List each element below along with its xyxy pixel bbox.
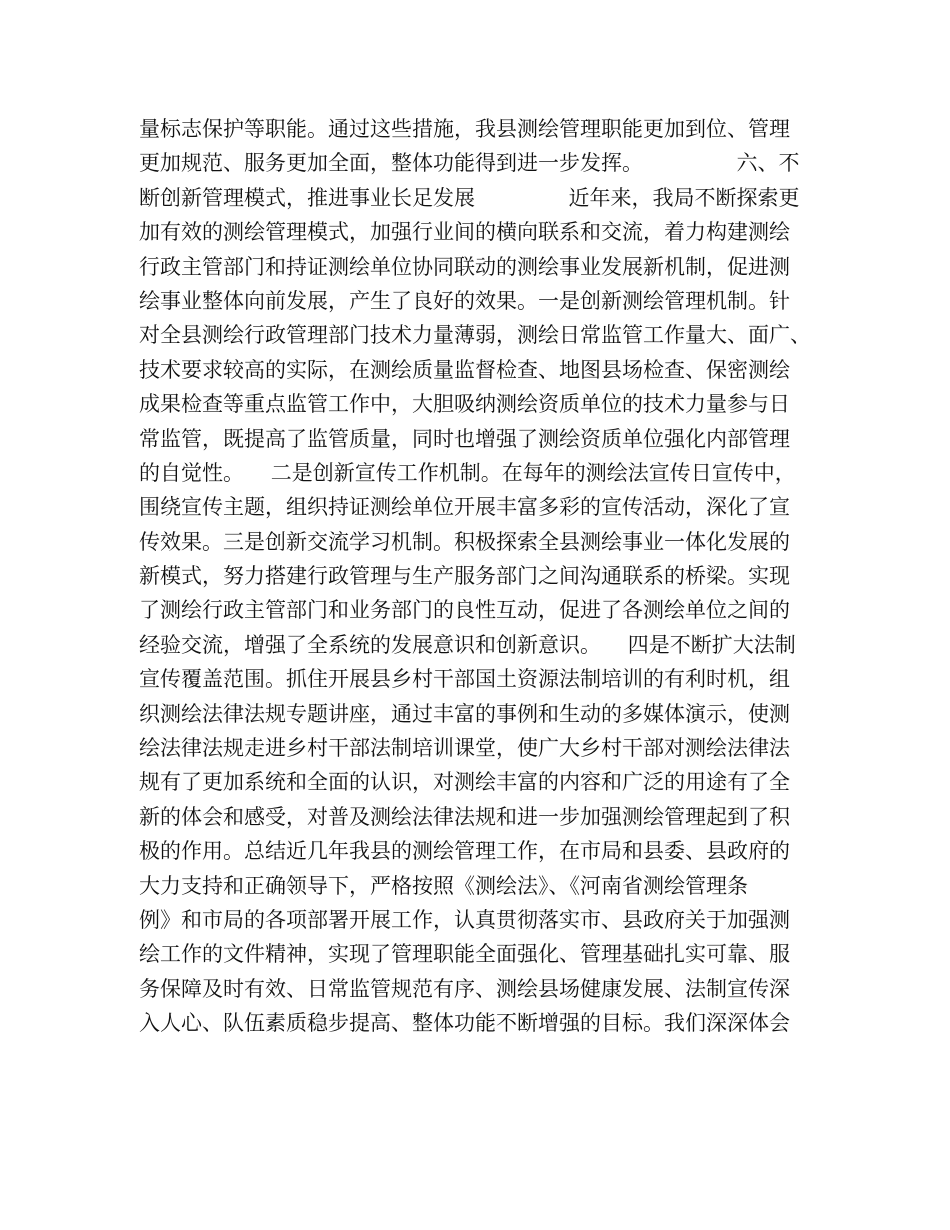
text-line: 量标志保护等职能。通过这些措施，我县测绘管理职能更加到位、管理 bbox=[139, 117, 790, 141]
text-line: 经验交流，增强了全系统的发展意识和创新意识。 四是不断扩大法制 bbox=[139, 632, 796, 657]
text-line: 对全县测绘行政管理部门技术力量薄弱，测绘日常监管工作量大、面广、 bbox=[139, 323, 811, 348]
text-line: 加有效的测绘管理模式，加强行业间的横向联系和交流，着力构建测绘 bbox=[139, 220, 790, 245]
text-line: 新模式，努力搭建行政管理与生产服务部门之间沟通联系的桥梁。实现 bbox=[139, 564, 790, 589]
text-line: 的自觉性。 二是创新宣传工作机制。在每年的测绘法宣传日宣传中， bbox=[139, 460, 796, 485]
text-line: 织测绘法律法规专题讲座，通过丰富的事例和生动的多媒体演示，使测 bbox=[139, 701, 790, 726]
text-line: 大力支持和正确领导下，严格按照《测绘法》、《河南省测绘管理条 bbox=[139, 873, 748, 898]
text-line: 绘事业整体向前发展，产生了良好的效果。一是创新测绘管理机制。针 bbox=[139, 288, 790, 313]
text-line: 围绕宣传主题，组织持证测绘单位开展丰富多彩的宣传活动，深化了宣 bbox=[139, 495, 790, 520]
text-line: 例》和市局的各项部署开展工作，认真贯彻落实市、县政府关于加强测 bbox=[139, 907, 790, 932]
text-line: 规有了更加系统和全面的认识，对测绘丰富的内容和广泛的用途有了全 bbox=[139, 770, 790, 795]
text-line: 成果检查等重点监管工作中，大胆吸纳测绘资质单位的技术力量参与日 bbox=[139, 392, 790, 417]
text-line: 常监管，既提高了监管质量，同时也增强了测绘资质单位强化内部管理 bbox=[139, 426, 790, 451]
text-line: 技术要求较高的实际，在测绘质量监督检查、地图县场检查、保密测绘 bbox=[139, 357, 790, 382]
text-line: 行政主管部门和持证测绘单位协同联动的测绘事业发展新机制，促进测 bbox=[139, 254, 790, 279]
text-line: 极的作用。总结近几年我县的测绘管理工作，在市局和县委、县政府的 bbox=[139, 839, 790, 864]
text-line: 绘法律法规走进乡村干部法制培训课堂，使广大乡村干部对测绘法律法 bbox=[139, 736, 790, 761]
text-line: 务保障及时有效、日常监管规范有序、测绘县场健康发展、法制宣传深 bbox=[139, 976, 790, 1001]
text-line: 断创新管理模式，推进事业长足发展 近年来，我局不断探索更 bbox=[139, 185, 800, 210]
text-line: 更加规范、服务更加全面，整体功能得到进一步发挥。 六、不 bbox=[139, 151, 800, 176]
text-line: 新的体会和感受，对普及测绘法律法规和进一步加强测绘管理起到了积 bbox=[139, 804, 790, 829]
text-line: 了测绘行政主管部门和业务部门的良性互动，促进了各测绘单位之间的 bbox=[139, 598, 790, 623]
text-line: 绘工作的文件精神，实现了管理职能全面强化、管理基础扎实可靠、服 bbox=[139, 942, 790, 967]
body-text bbox=[139, 112, 829, 1041]
text-line: 宣传覆盖范围。抓住开展县乡村干部国土资源法制培训的有利时机，组 bbox=[139, 667, 790, 692]
text-line: 入人心、队伍素质稳步提高、整体功能不断增强的目标。我们深深体会 bbox=[139, 1011, 790, 1036]
text-line: 传效果。三是创新交流学习机制。积极探索全县测绘事业一体化发展的 bbox=[139, 529, 790, 554]
